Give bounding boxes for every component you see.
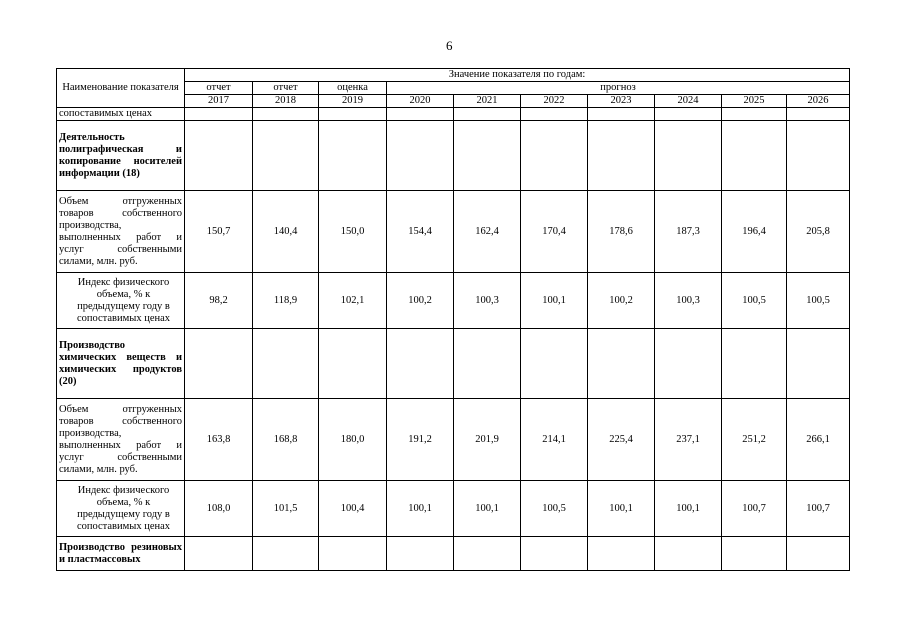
value-cell [387,537,454,571]
value-cell [722,108,787,121]
value-cell: 266,1 [787,399,850,481]
value-cell [588,108,655,121]
value-cell [319,329,387,399]
value-cell [253,329,319,399]
value-cell [722,329,787,399]
value-cell [655,108,722,121]
header-prognoz: прогноз [387,82,850,95]
value-cell [722,121,787,191]
header-year: 2020 [387,95,454,108]
value-cell: 100,2 [387,273,454,329]
table-row [57,537,850,571]
header-indicator-name: Наименование показателя [57,69,185,108]
value-cell [655,329,722,399]
value-cell [655,121,722,191]
row-name: Индекс физического объема, % к предыдущему году в сопоставимых ценах [57,273,185,329]
value-cell: 102,1 [319,273,387,329]
row-name: Производство резиновых и пластмассовых [57,537,185,571]
value-cell: 214,1 [521,399,588,481]
header-year: 2018 [253,95,319,108]
value-cell [319,537,387,571]
value-cell: 100,7 [787,481,850,537]
value-cell [787,329,850,399]
value-cell: 196,4 [722,191,787,273]
row-name: Объем отгруженных товаров собственного производства, выполненных работ и услуг собственными силами, млн. руб. [57,399,185,481]
value-cell: 168,8 [253,399,319,481]
header-values-title: Значение показателя по годам: [185,69,850,82]
header-kind: отчет [253,82,319,95]
value-cell [787,121,850,191]
value-cell: 108,0 [185,481,253,537]
value-cell: 237,1 [655,399,722,481]
header-year: 2025 [722,95,787,108]
value-cell: 100,1 [655,481,722,537]
value-cell [521,121,588,191]
page-number: 6 [446,38,453,53]
value-cell: 98,2 [185,273,253,329]
value-cell [253,537,319,571]
header-kind: оценка [319,82,387,95]
value-cell: 100,1 [588,481,655,537]
value-cell: 180,0 [319,399,387,481]
value-cell: 251,2 [722,399,787,481]
value-cell: 100,1 [387,481,454,537]
value-cell: 150,7 [185,191,253,273]
value-cell: 178,6 [588,191,655,273]
header-year: 2023 [588,95,655,108]
value-cell: 100,5 [722,273,787,329]
table-row [57,481,850,537]
value-cell [655,537,722,571]
table-row [57,121,850,191]
row-name: Объем отгруженных товаров собственного производства, выполненных работ и услуг собственными силами, млн. руб. [57,191,185,273]
value-cell: 100,4 [319,481,387,537]
header-year: 2024 [655,95,722,108]
value-cell [588,537,655,571]
value-cell: 205,8 [787,191,850,273]
header-kind: отчет [185,82,253,95]
table-row [57,273,850,329]
value-cell: 191,2 [387,399,454,481]
value-cell [787,108,850,121]
value-cell [454,329,521,399]
value-cell: 118,9 [253,273,319,329]
value-cell [185,121,253,191]
value-cell [387,329,454,399]
header-year: 2022 [521,95,588,108]
table-row [57,399,850,481]
value-cell: 100,5 [521,481,588,537]
row-name: Производство химических веществ и химических продуктов (20) [57,329,185,399]
table-row [57,108,850,121]
value-cell [185,329,253,399]
value-cell: 100,3 [655,273,722,329]
value-cell: 101,5 [253,481,319,537]
value-cell: 201,9 [454,399,521,481]
row-name: Деятельность полиграфическая и копирование носителей информации (18) [57,121,185,191]
row-name: сопоставимых ценах [57,108,185,121]
value-cell: 100,7 [722,481,787,537]
forecast-table [56,68,850,571]
value-cell [185,537,253,571]
value-cell [387,121,454,191]
value-cell [253,121,319,191]
value-cell [521,108,588,121]
header-year: 2017 [185,95,253,108]
value-cell: 163,8 [185,399,253,481]
header-year: 2019 [319,95,387,108]
value-cell [588,121,655,191]
value-cell [319,108,387,121]
value-cell: 225,4 [588,399,655,481]
value-cell: 154,4 [387,191,454,273]
header-year: 2021 [454,95,521,108]
value-cell [387,108,454,121]
row-name: Индекс физического объема, % к предыдущему году в сопоставимых ценах [57,481,185,537]
value-cell: 100,5 [787,273,850,329]
value-cell: 100,1 [454,481,521,537]
value-cell [454,121,521,191]
value-cell: 100,3 [454,273,521,329]
value-cell: 150,0 [319,191,387,273]
value-cell [787,537,850,571]
table-body [57,108,850,571]
value-cell: 100,2 [588,273,655,329]
value-cell: 140,4 [253,191,319,273]
value-cell [185,108,253,121]
value-cell [521,537,588,571]
value-cell [588,329,655,399]
value-cell: 162,4 [454,191,521,273]
value-cell [722,537,787,571]
header-year: 2026 [787,95,850,108]
value-cell: 170,4 [521,191,588,273]
table-row [57,329,850,399]
value-cell [454,537,521,571]
value-cell: 100,1 [521,273,588,329]
value-cell [319,121,387,191]
value-cell [253,108,319,121]
value-cell: 187,3 [655,191,722,273]
value-cell [521,329,588,399]
table-row [57,191,850,273]
value-cell [454,108,521,121]
